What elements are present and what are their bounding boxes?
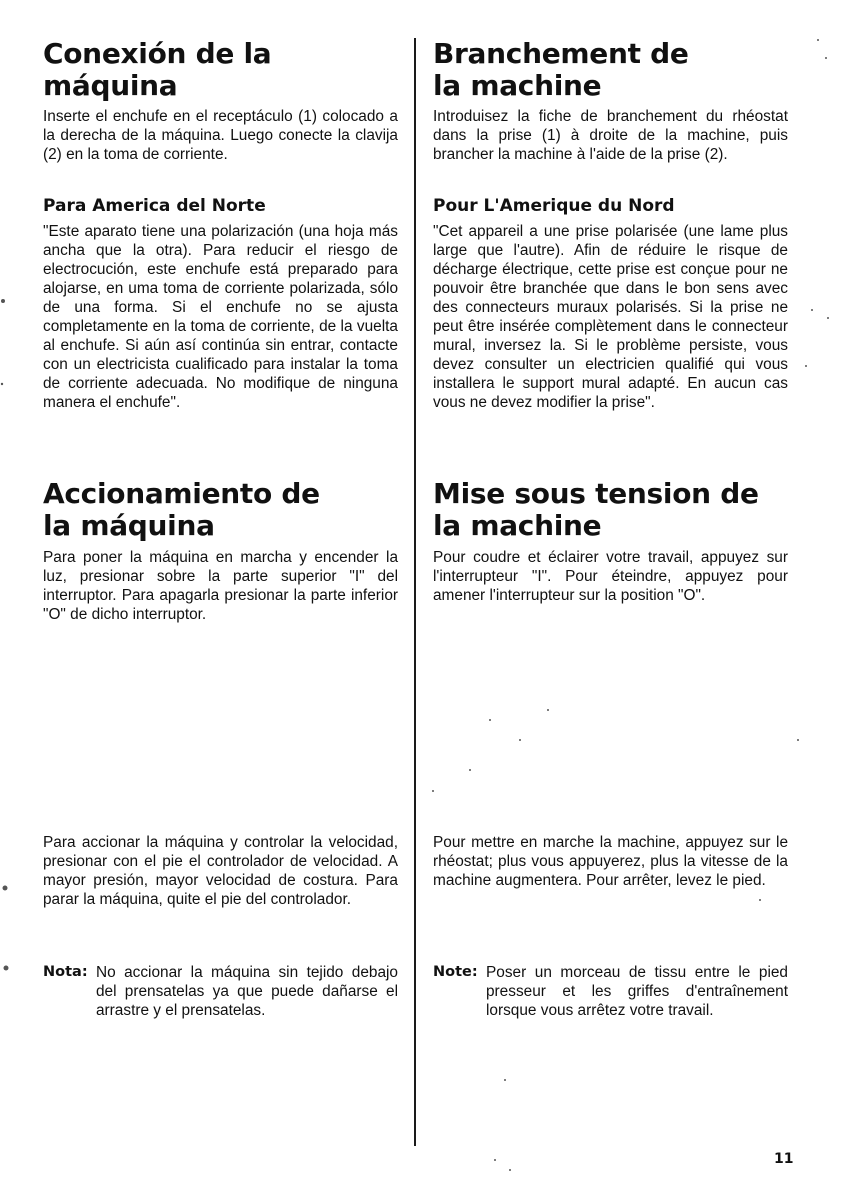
paragraph-rheostat: Pour mettre en marche la machine, appuyez sur le rhéostat; plus vous appuyerez, plus la vitesse de la machine augmentera. Pour arrêter, levez le pied. (433, 834, 788, 889)
paragraph-prise-polarisee: "Cet appareil a une prise polarisée (une lame plus large que l'autre). Afin de réduire le risque de décharge électrique, cette prise est conçue pour ne pouvoir être branchée que dans le bon sens avec des connecteurs muraux polarisés. Si la prise ne peut être insérée complètement dans le connecteur mural, inversez la. Si le problème persiste, vous devez consulter un electricien qualifié qui vous installera le support mural adapté. En aucun cas vous ne devez modifier la prise". (433, 223, 788, 411)
heading-branchement (433, 38, 803, 102)
note-text: Poser un morceau de tissu entre le pied presseur et les griffes d'entraînement lorsque vous arrêtez votre travail. (486, 964, 788, 1019)
heading-line1: Accionamiento de (43, 477, 320, 510)
heading-line1: Conexión de la (43, 37, 272, 70)
paragraph-mise-sous-tension: Pour coudre et éclairer votre travail, appuyez sur l'interrupteur "I". Pour éteindre, appuyez pour amener l'interrupteur sur la position "O". (433, 549, 788, 604)
page-number: 11 (774, 1151, 794, 1167)
heading-line2: la máquina (43, 509, 215, 542)
heading-line2: la machine (433, 69, 602, 102)
column-divider (414, 38, 416, 1146)
heading-line1: Branchement de (433, 37, 689, 70)
paragraph-controlador: Para accionar la máquina y controlar la velocidad, presionar con el pie el controlador de velocidad. A mayor presión, mayor velocidad de costura. Para parar la máquina, quite el pie del controlador. (43, 834, 398, 908)
heading-conexion (43, 38, 413, 102)
paragraph-polarizacion: "Este aparato tiene una polarización (una hoja más ancha que la otra). Para reducir el riesgo de electrocución, este enchufe está preparado para alojarse, en uma toma de corriente polarizada, sólo de una forma. Si el enchufe no se ajusta completamente en la toma de corriente, de la vuelta al enchufe. Si aún así continúa sin entrar, contacte con un electricista cualificado para instalar la toma de corriente adecuada. No modifique de ninguna manera el enchufe". (43, 223, 398, 411)
paragraph-accionamiento: Para poner la máquina en marcha y encender la luz, presionar sobre la parte superior "I" del interruptor. Para apagarla presionar la parte inferior "O" de dicho interruptor. (43, 549, 398, 623)
paragraph-conexion: Inserte el enchufe en el receptáculo (1) colocado a la derecha de la máquina. Luego conecte la clavija (2) en la toma de corriente. (43, 108, 398, 163)
heading-line2: la machine (433, 509, 602, 542)
paragraph-branchement: Introduisez la fiche de branchement du rhéostat dans la prise (1) à droite de la machine, puis brancher la machine à l'aide de la prise (2). (433, 108, 788, 163)
subheading-amerique-nord: Pour L'Amerique du Nord (433, 196, 675, 216)
note-label: Nota: (43, 964, 88, 980)
note-label: Note: (433, 964, 478, 980)
note-text: No accionar la máquina sin tejido debajo del prensatelas ya que puede dañarse el arrastre y el prensatelas. (96, 964, 398, 1019)
heading-mise-sous-tension (433, 478, 803, 542)
subheading-america-norte: Para America del Norte (43, 196, 266, 216)
heading-line2: máquina (43, 69, 178, 102)
heading-accionamiento (43, 478, 413, 542)
heading-line1: Mise sous tension de (433, 477, 759, 510)
